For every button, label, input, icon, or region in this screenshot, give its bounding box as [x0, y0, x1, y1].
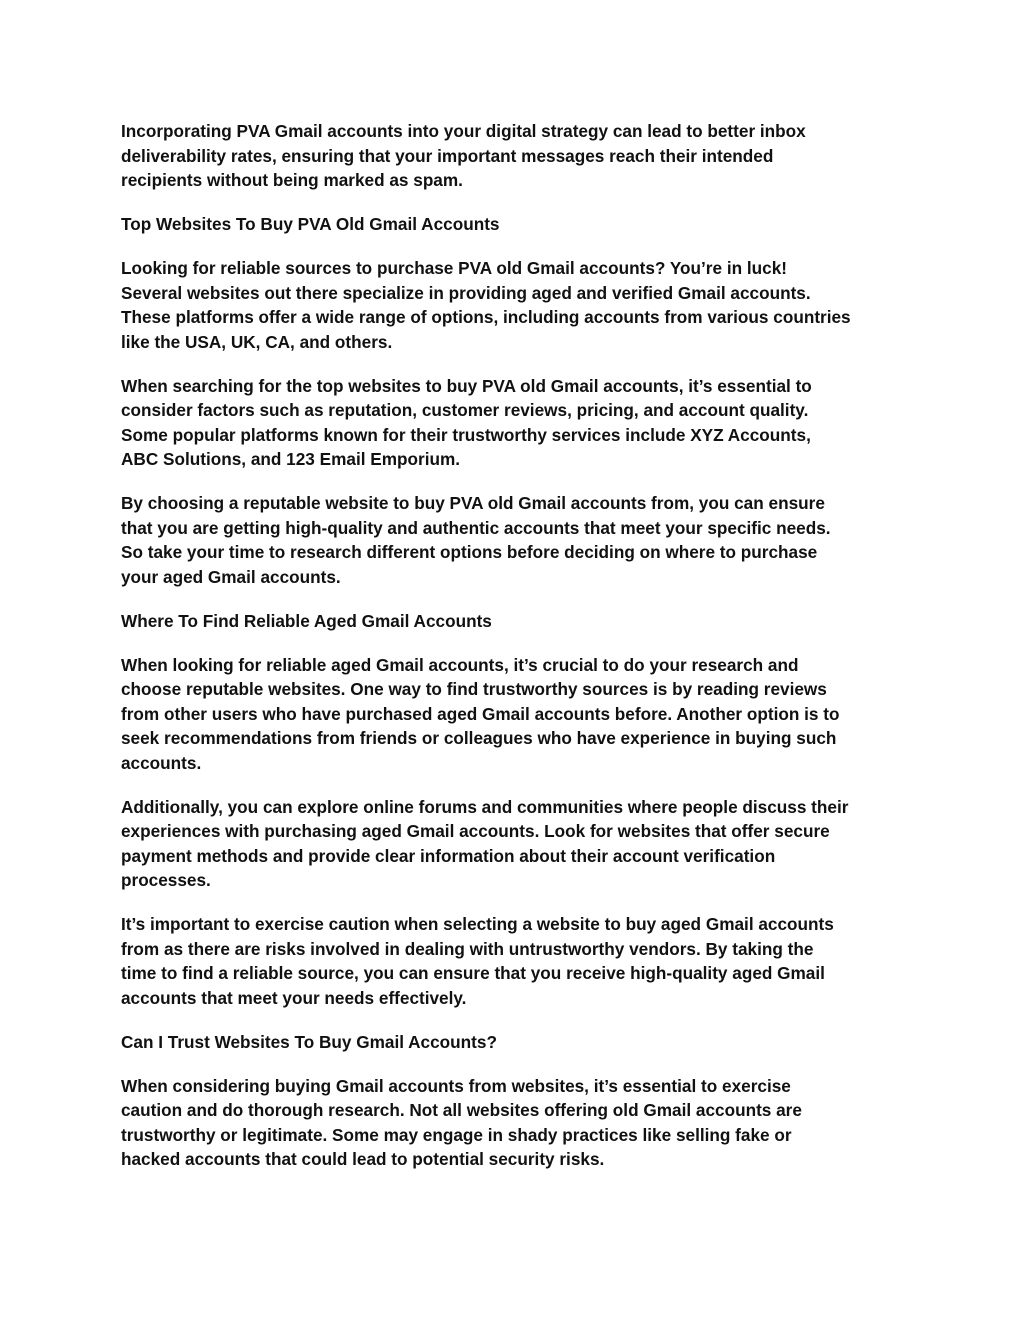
- body-paragraph: [121, 653, 911, 776]
- text-line: Incorporating PVA Gmail accounts into your digital strategy can lead to better inbox: [121, 121, 806, 141]
- text-line: Some popular platforms known for their trustworthy services include XYZ Accounts,: [121, 424, 811, 445]
- text-line: your aged Gmail accounts.: [121, 566, 341, 587]
- text-line: from other users who have purchased aged Gmail accounts before. Another option is to: [121, 703, 840, 724]
- text-line: choose reputable websites. One way to find trustworthy sources is by reading reviews: [121, 679, 827, 699]
- body-paragraph: [121, 1074, 911, 1172]
- text-line: experiences with purchasing aged Gmail accounts. Look for websites that offer secure: [121, 821, 830, 841]
- text-line: accounts that meet your needs effectively.: [121, 987, 467, 1008]
- text-line: By choosing a reputable website to buy PVA old Gmail accounts from, you can ensure: [121, 493, 825, 513]
- body-paragraph: [121, 491, 911, 589]
- text-line: It’s important to exercise caution when selecting a website to buy aged Gmail accounts: [121, 914, 834, 934]
- text-line: that you are getting high-quality and authentic accounts that meet your specific needs.: [121, 517, 831, 538]
- text-line: processes.: [121, 870, 211, 890]
- text-line: Top Websites To Buy PVA Old Gmail Accounts: [121, 214, 500, 234]
- text-line: Looking for reliable sources to purchase PVA old Gmail accounts? You’re in luck!: [121, 258, 787, 278]
- body-paragraph: [121, 374, 911, 472]
- text-line: time to find a reliable source, you can ensure that you receive high-quality aged Gmail: [121, 963, 825, 983]
- text-line: caution and do thorough research. Not all websites offering old Gmail accounts are: [121, 1100, 802, 1120]
- section-heading: [121, 609, 911, 634]
- text-line: payment methods and provide clear information about their account verification: [121, 845, 776, 866]
- text-line: seek recommendations from friends or colleagues who have experience in buying such: [121, 728, 837, 748]
- text-line: Additionally, you can explore online forums and communities where people discuss their: [121, 796, 849, 817]
- text-line: When looking for reliable aged Gmail accounts, it’s crucial to do your research and: [121, 654, 799, 675]
- body-paragraph: [121, 912, 911, 1010]
- text-line: When searching for the top websites to buy PVA old Gmail accounts, it’s essential to: [121, 375, 812, 396]
- text-line: hacked accounts that could lead to potential security risks.: [121, 1149, 605, 1169]
- section-heading: [121, 1030, 911, 1055]
- text-line: Several websites out there specialize in providing aged and verified Gmail accounts.: [121, 282, 811, 303]
- text-line: These platforms offer a wide range of options, including accounts from various countries: [121, 307, 851, 327]
- body-paragraph: [121, 119, 911, 193]
- text-line: consider factors such as reputation, customer reviews, pricing, and account quality.: [121, 400, 809, 420]
- text-line: When considering buying Gmail accounts from websites, it’s essential to exercise: [121, 1075, 791, 1096]
- body-paragraph: [121, 795, 911, 893]
- text-line: Where To Find Reliable Aged Gmail Accounts: [121, 610, 492, 631]
- text-line: deliverability rates, ensuring that your important messages reach their intended: [121, 145, 774, 166]
- text-line: from as there are risks involved in dealing with untrustworthy vendors. By taking the: [121, 938, 814, 959]
- text-line: accounts.: [121, 752, 202, 773]
- text-line: So take your time to research different options before deciding on where to purchase: [121, 542, 818, 562]
- text-line: like the USA, UK, CA, and others.: [121, 331, 393, 352]
- text-line: Can I Trust Websites To Buy Gmail Accounts?: [121, 1031, 497, 1052]
- section-heading: [121, 212, 911, 237]
- document-body: [121, 119, 911, 1191]
- text-line: recipients without being marked as spam.: [121, 170, 463, 190]
- text-line: ABC Solutions, and 123 Email Emporium.: [121, 449, 461, 469]
- body-paragraph: [121, 256, 911, 354]
- text-line: trustworthy or legitimate. Some may engage in shady practices like selling fake or: [121, 1124, 792, 1145]
